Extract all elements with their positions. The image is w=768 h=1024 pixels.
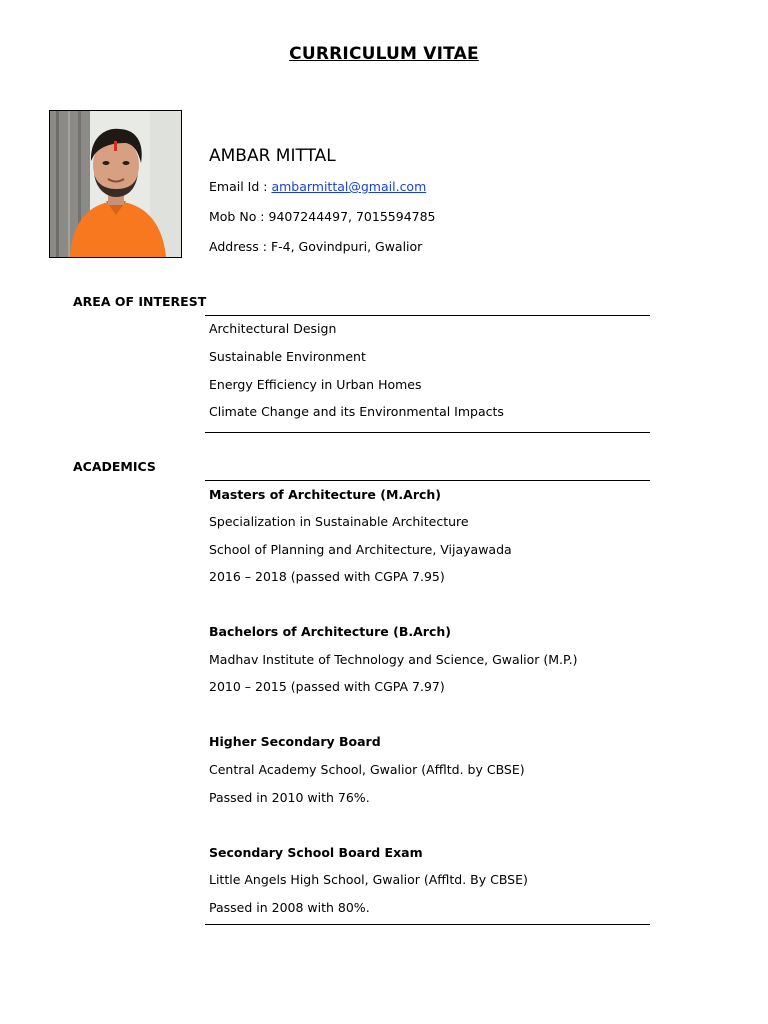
degree-detail: Central Academy School, Gwalior (Affltd. by CBSE) xyxy=(209,762,525,777)
interest-item: Climate Change and its Environmental Impacts xyxy=(209,404,504,419)
degree-detail: School of Planning and Architecture, Vijayawada xyxy=(209,542,512,557)
address-line: Address : F-4, Govindpuri, Gwalior xyxy=(209,239,423,254)
candidate-name: AMBAR MITTAL xyxy=(209,146,336,166)
divider xyxy=(205,315,650,316)
divider xyxy=(205,432,650,433)
academics-heading: ACADEMICS xyxy=(73,459,156,474)
degree-detail: Madhav Institute of Technology and Science, Gwalior (M.P.) xyxy=(209,652,578,667)
degree-detail: Passed in 2008 with 80%. xyxy=(209,900,370,915)
document-title: CURRICULUM VITAE xyxy=(289,44,479,64)
degree-title: Secondary School Board Exam xyxy=(209,845,423,860)
degree-detail: 2010 – 2015 (passed with CGPA 7.97) xyxy=(209,679,445,694)
divider xyxy=(205,480,650,481)
interest-item: Energy Efficiency in Urban Homes xyxy=(209,377,422,392)
interest-item: Architectural Design xyxy=(209,321,337,336)
degree-detail: 2016 – 2018 (passed with CGPA 7.95) xyxy=(209,569,445,584)
mobile-line: Mob No : 9407244497, 7015594785 xyxy=(209,209,436,224)
degree-title: Bachelors of Architecture (B.Arch) xyxy=(209,624,451,639)
divider xyxy=(205,924,650,925)
email-link[interactable]: ambarmittal@gmail.com xyxy=(271,179,427,194)
degree-title: Masters of Architecture (M.Arch) xyxy=(209,487,442,502)
degree-detail: Specialization in Sustainable Architecture xyxy=(209,514,469,529)
degree-detail: Little Angels High School, Gwalior (Affltd. By CBSE) xyxy=(209,872,528,887)
area-of-interest-heading: AREA OF INTEREST xyxy=(73,294,207,309)
profile-photo xyxy=(49,110,182,258)
email-label: Email Id : xyxy=(209,179,272,194)
degree-detail: Passed in 2010 with 76%. xyxy=(209,790,370,805)
interest-item: Sustainable Environment xyxy=(209,349,366,364)
degree-title: Higher Secondary Board xyxy=(209,734,381,749)
email-line xyxy=(209,179,426,194)
